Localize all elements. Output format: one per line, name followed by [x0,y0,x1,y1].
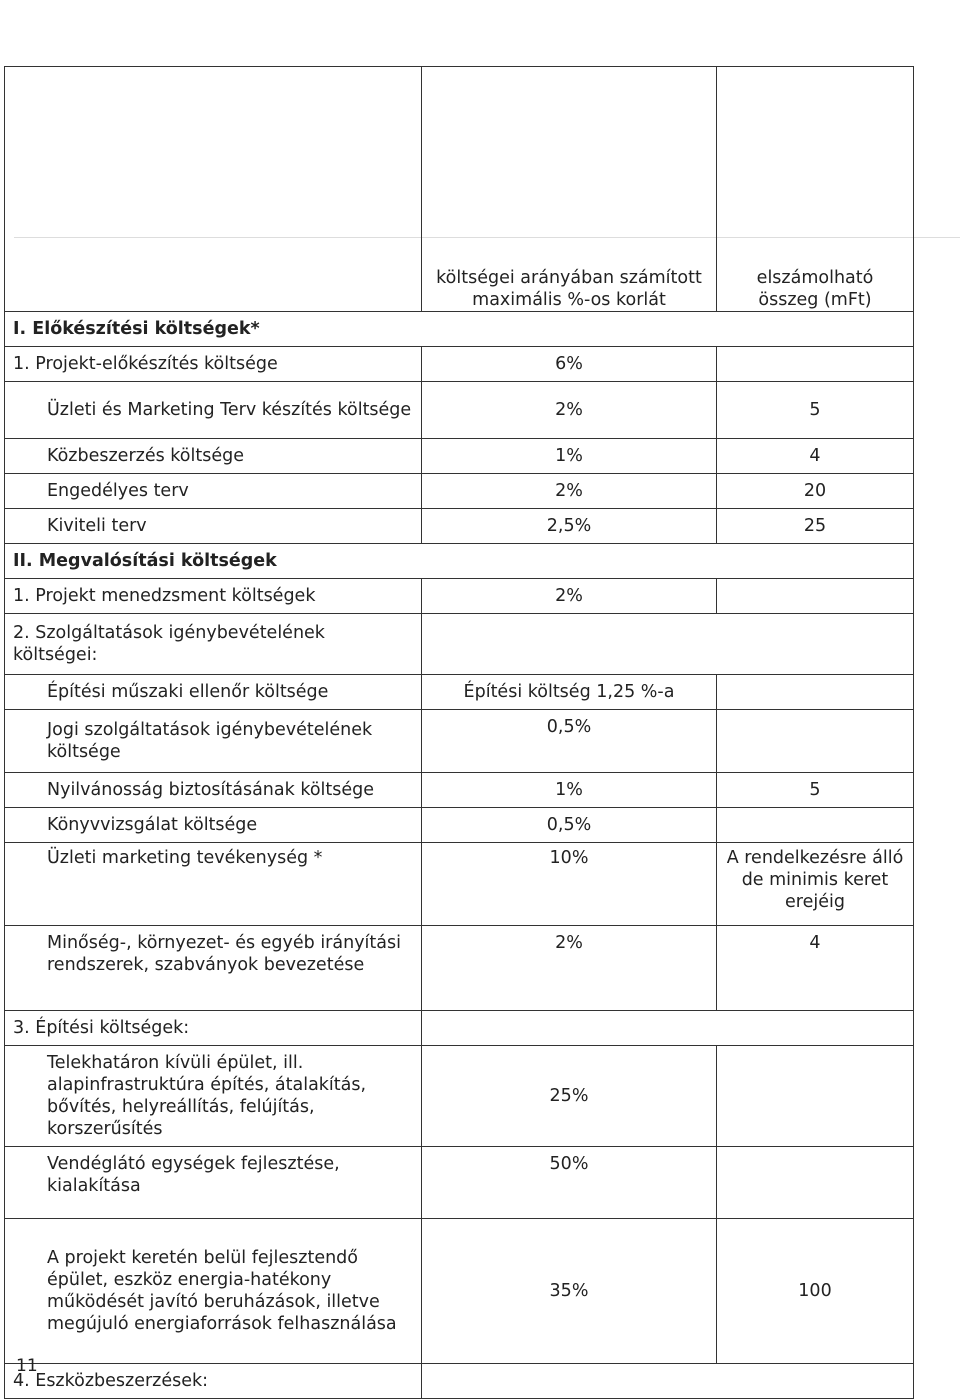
table-row [5,439,914,474]
row-label: Kiviteli terv [5,509,422,544]
row-label: A projekt keretén belül fejlesztendő épület, eszköz energia-hatékony működését javító beruházások, illetve megújuló energiaforrások felhasználása [5,1219,422,1364]
row-percent: 50% [422,1147,717,1219]
row-percent: 2% [422,579,717,614]
header-cell-empty [5,67,422,312]
table-row [5,312,914,347]
table-row [5,675,914,710]
row-amount [717,1046,914,1147]
row-percent: 1% [422,773,717,808]
table-row [5,1219,914,1364]
header-max-percent: költségei arányában számított maximális %-os korlát [422,67,717,312]
row-percent: 25% [422,1046,717,1147]
table-row [5,509,914,544]
row-percent: 0,5% [422,710,717,773]
row-label: 1. Projekt-előkészítés költsége [5,347,422,382]
row-percent: 2% [422,382,717,439]
row-percent: Építési költség 1,25 %-a [422,675,717,710]
row-amount [717,710,914,773]
row-amount: 5 [717,382,914,439]
table-row [5,544,914,579]
row-amount [717,579,914,614]
table-row [5,926,914,1011]
table-row [5,843,914,926]
row-label: Minőség-, környezet- és egyéb irányítási rendszerek, szabványok bevezetése [5,926,422,1011]
table-row [5,808,914,843]
row-label: Építési műszaki ellenőr költsége [5,675,422,710]
row-percent: 10% [422,843,717,926]
row-percent: 35% [422,1219,717,1364]
row-label: Üzleti és Marketing Terv készítés költsége [5,382,422,439]
row-percent: 2,5% [422,509,717,544]
row-amount [717,675,914,710]
row-label: Vendéglátó egységek fejlesztése, kialakítása [5,1147,422,1219]
row-label: 1. Projekt menedzsment költségek [5,579,422,614]
row-label: Közbeszerzés költsége [5,439,422,474]
table-row [5,710,914,773]
row-amount: 25 [717,509,914,544]
table-row [5,1046,914,1147]
page-number: 11 [16,1356,38,1376]
row-amount [717,808,914,843]
header-row [5,67,914,312]
row-label: 2. Szolgáltatások igénybevételének költségei: [5,614,422,675]
row-amount: 4 [717,926,914,1011]
row-label: Könyvvizsgálat költsége [5,808,422,843]
table-row [5,579,914,614]
row-amount: 5 [717,773,914,808]
row-amount [717,347,914,382]
table-row [5,347,914,382]
row-label: Telekhatáron kívüli épület, ill. alapinfrastruktúra építés, átalakítás, bővítés, helyreállítás, felújítás, korszerűsítés [5,1046,422,1147]
row-empty [422,1364,914,1399]
row-amount: 100 [717,1219,914,1364]
table-row [5,1364,914,1399]
row-amount [717,1147,914,1219]
row-percent: 1% [422,439,717,474]
row-percent: 2% [422,474,717,509]
row-label: Nyilvánosság biztosításának költsége [5,773,422,808]
table-row [5,1011,914,1046]
row-label: 4. Eszközbeszerzések: [5,1364,422,1399]
row-label: Jogi szolgáltatások igénybevételének költsége [5,710,422,773]
row-amount: 20 [717,474,914,509]
section-heading: I. Előkészítési költségek* [5,312,914,347]
table-row [5,382,914,439]
row-amount: 4 [717,439,914,474]
row-label: 3. Építési költségek: [5,1011,422,1046]
table-row [5,614,914,675]
table-row [5,1147,914,1219]
row-percent: 6% [422,347,717,382]
row-label: Üzleti marketing tevékenység * [5,843,422,926]
row-percent: 0,5% [422,808,717,843]
row-percent: 2% [422,926,717,1011]
row-empty [422,614,914,675]
cost-table [4,66,914,1399]
section-heading: II. Megvalósítási költségek [5,544,914,579]
table-row [5,474,914,509]
table-row [5,773,914,808]
row-empty [422,1011,914,1046]
header-eligible-amount: elszámolható összeg (mFt) [717,67,914,312]
row-label: Engedélyes terv [5,474,422,509]
row-amount: A rendelkezésre álló de minimis keret erejéig [717,843,914,926]
